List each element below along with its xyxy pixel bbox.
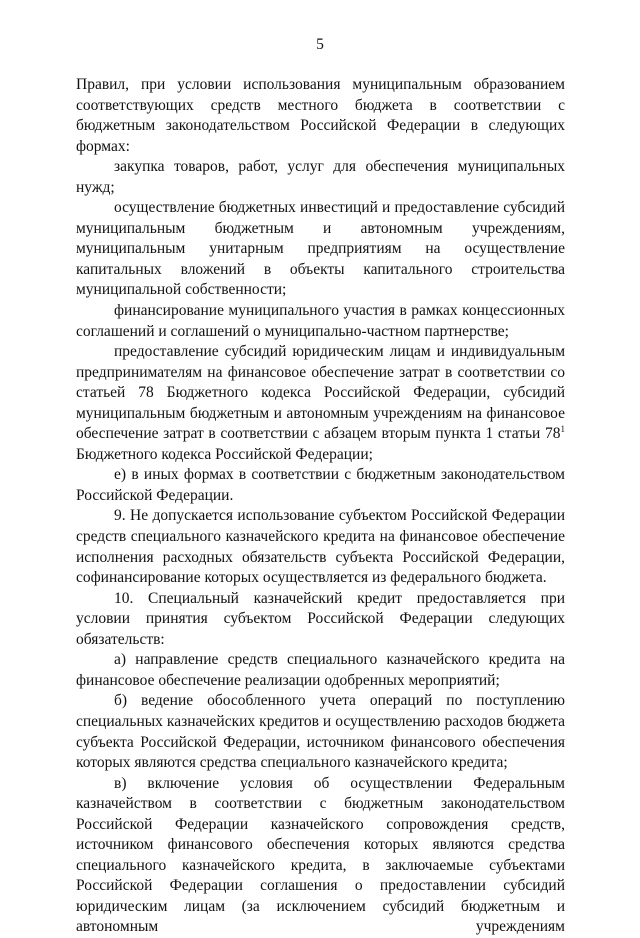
paragraph-text: финансирование муниципального участия в рамках концессионных соглашений и соглашений о муниципально-частном партнерстве; xyxy=(76,302,565,340)
list-item-subsidies xyxy=(76,342,565,465)
paragraph-text: 10. Специальный казначейский кредит предоставляется при условии принятия субъектом Российской Федерации следующих обязательств: xyxy=(76,589,565,648)
paragraph-text: закупка товаров, работ, услуг для обеспечения муниципальных нужд; xyxy=(76,158,565,196)
superscript: 1 xyxy=(560,424,565,435)
clause-9 xyxy=(76,506,565,588)
paragraph-text: Бюджетного кодекса Российской Федерации; xyxy=(76,445,373,463)
paragraph-text: е) в иных формах в соответствии с бюджетным законодательством Российской Федерации. xyxy=(76,466,565,504)
document-body xyxy=(76,75,565,938)
list-item-concessions xyxy=(76,301,565,342)
paragraph-text: Правил, при условии использования муниципальным образованием соответствующих средств местного бюджета в соответствии с бюджетным законодательством Российской Федерации в следующих формах: xyxy=(76,76,565,155)
paragraph-text: осуществление бюджетных инвестиций и предоставление субсидий муниципальным бюджетным и автономным учреждениям, муниципальным унитарным предприятиям на осуществление капитальных вложений в объекты капитального строительства муниципальной собственности; xyxy=(76,199,565,299)
paragraph-text: предоставление субсидий юридическим лицам и индивидуальным предпринимателям на финансовое обеспечение затрат в соответствии со статьей 78 Бюджетного кодекса Российской Федерации, субсидий муниципальным бюджетным и автономным учреждениям на финансовое обеспечение затрат в соответствии с абзацем вторым пункта 1 статьи 78 xyxy=(76,343,565,443)
paragraph-text: а) направление средств специального казначейского кредита на финансовое обеспечение реализации одобренных мероприятий; xyxy=(76,651,565,689)
paragraph-text: б) ведение обособленного учета операций по поступлению специальных казначейских кредитов и осуществлению расходов бюджета субъекта Российской Федерации, источником финансового обеспечения которых являются средства специального казначейского кредита; xyxy=(76,692,565,772)
paragraph-text: в) включение условия об осуществлении Федеральным казначейством в соответствии с бюджетным законодательством Российской Федерации казначейского сопровождения средств, источником финансового обеспечения которых являются средства специального казначейского кредита, в заключаемые субъектами Российской Федерации соглашения о предоставлении субсидий юридическим лицам (за исключением субсидий бюджетным и автономным учреждениям xyxy=(76,774,565,936)
paragraph-continuation xyxy=(76,75,565,157)
clause-10 xyxy=(76,589,565,651)
page-number: 5 xyxy=(316,36,324,53)
list-item-b xyxy=(76,691,565,773)
list-item-investments xyxy=(76,198,565,301)
list-item-v xyxy=(76,774,565,938)
list-item-e xyxy=(76,465,565,506)
paragraph-text: 9. Не допускается использование субъектом Российской Федерации средств специального казначейского кредита на финансовое обеспечение исполнения расходных обязательств субъекта Российской Федерации, софинансирование которых осуществляется из федерального бюджета. xyxy=(76,507,565,587)
list-item-a xyxy=(76,650,565,691)
list-item-procurement xyxy=(76,157,565,198)
